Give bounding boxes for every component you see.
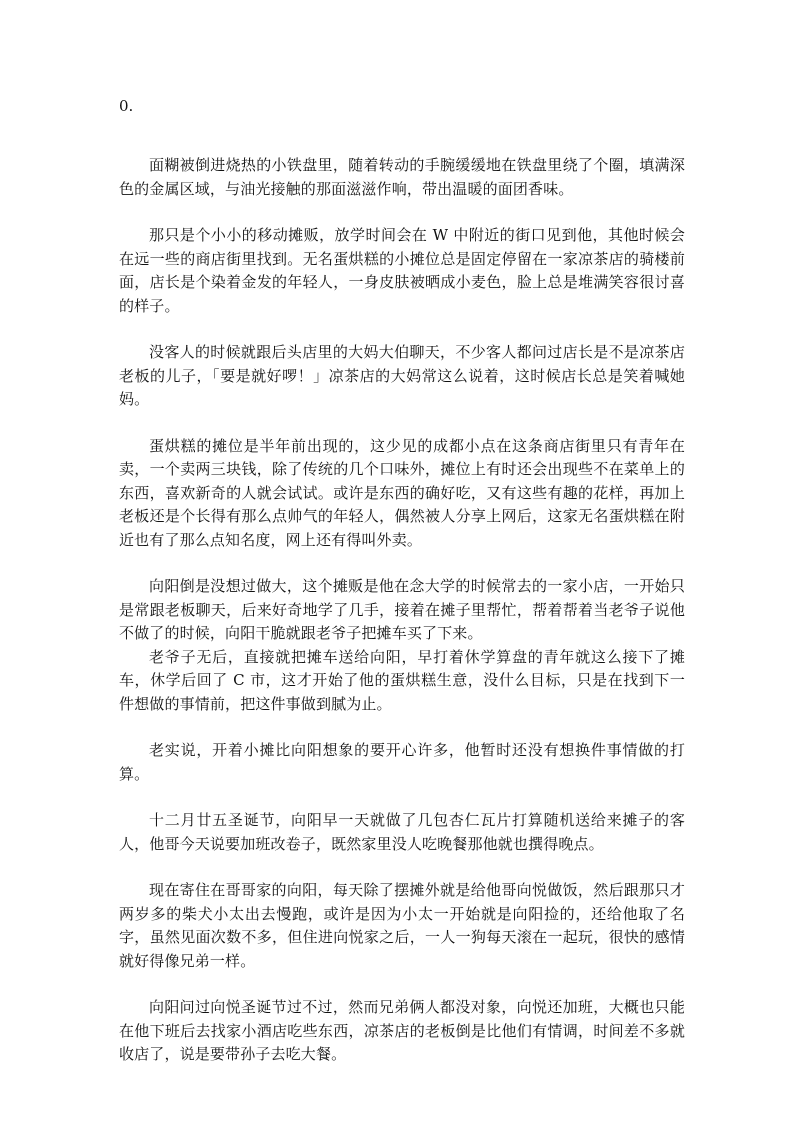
document-page: [119, 96, 685, 1090]
paragraph-4: 蛋烘糕的摊位是半年前出现的，这少见的成都小点在这条商店街里只有青年在卖，一个卖两三块钱，除了传统的几个口味外，摊位上有时还会出现些不在菜单上的东西，喜欢新奇的人就会试试。或许是东西的确好吃，又有这些有趣的花样，再加上老板还是个长得有那么点帅气的年轻人，偶然被人分享上网后，这家无名蛋烘糕在附近也有了那么点知名度，网上还有得叫外卖。: [119, 436, 685, 549]
paragraph-7: 老实说，开着小摊比向阳想象的要开心许多，他暂时还没有想换件事情做的打算。: [119, 741, 685, 783]
paragraph-2: 那只是个小小的移动摊贩，放学时间会在 W 中附近的街口见到他，其他时候会在远一些的商店街里找到。无名蛋烘糕的小摊位总是固定停留在一家凉茶店的骑楼前面，店长是个染着金发的年轻人，一身皮肤被晒成小麦色，脸上总是堆满笑容很讨喜的样子。: [119, 226, 685, 315]
section-heading: 0.: [119, 97, 134, 115]
paragraph-5: 向阳倒是没想过做大，这个摊贩是他在念大学的时候常去的一家小店，一开始只是常跟老板聊天，后来好奇地学了几手，接着在摊子里帮忙，帮着帮着当老爷子说他不做了的时候，向阳干脆就跟老爷子把摊车买了下来。: [119, 577, 685, 642]
paragraph-10: 向阳问过向悦圣诞节过不过，然而兄弟俩人都没对象，向悦还加班，大概也只能在他下班后去找家小酒店吃些东西，凉茶店的老板倒是比他们有情调，时间差不多就收店了，说是要带孙子去吃大餐。: [119, 998, 685, 1063]
paragraph-8: 十二月廿五圣诞节，向阳早一天就做了几包杏仁瓦片打算随机送给来摊子的客人，他哥今天说要加班改卷子，既然家里没人吃晚餐那他就也撰得晚点。: [119, 811, 685, 853]
paragraph-1: 面糊被倒进烧热的小铁盘里，随着转动的手腕缓缓地在铁盘里绕了个圈，填满深色的金属区域，与油光接触的那面滋滋作响，带出温暖的面团香味。: [119, 156, 685, 198]
paragraph-6: 老爷子无后，直接就把摊车送给向阳，早打着休学算盘的青年就这么接下了摊车，休学后回了 C 市，这才开始了他的蛋烘糕生意，没什么目标，只是在找到下一件想做的事情前，把这件事做到腻为止。: [119, 647, 685, 713]
paragraph-3: 没客人的时候就跟后头店里的大妈大伯聊天，不少客人都问过店长是不是凉茶店老板的儿子，「要是就好啰！」凉茶店的大妈常这么说着，这时候店长总是笑着喊她妈。: [119, 343, 685, 408]
paragraph-9: 现在寄住在哥哥家的向阳，每天除了摆摊外就是给他哥向悦做饭，然后跟那只才两岁多的柴犬小太出去慢跑，或许是因为小太一开始就是向阳捡的，还给他取了名字，虽然见面次数不多，但住进向悦家之后，一人一狗每天滚在一起玩，很快的感情就好得像兄弟一样。: [119, 881, 685, 970]
